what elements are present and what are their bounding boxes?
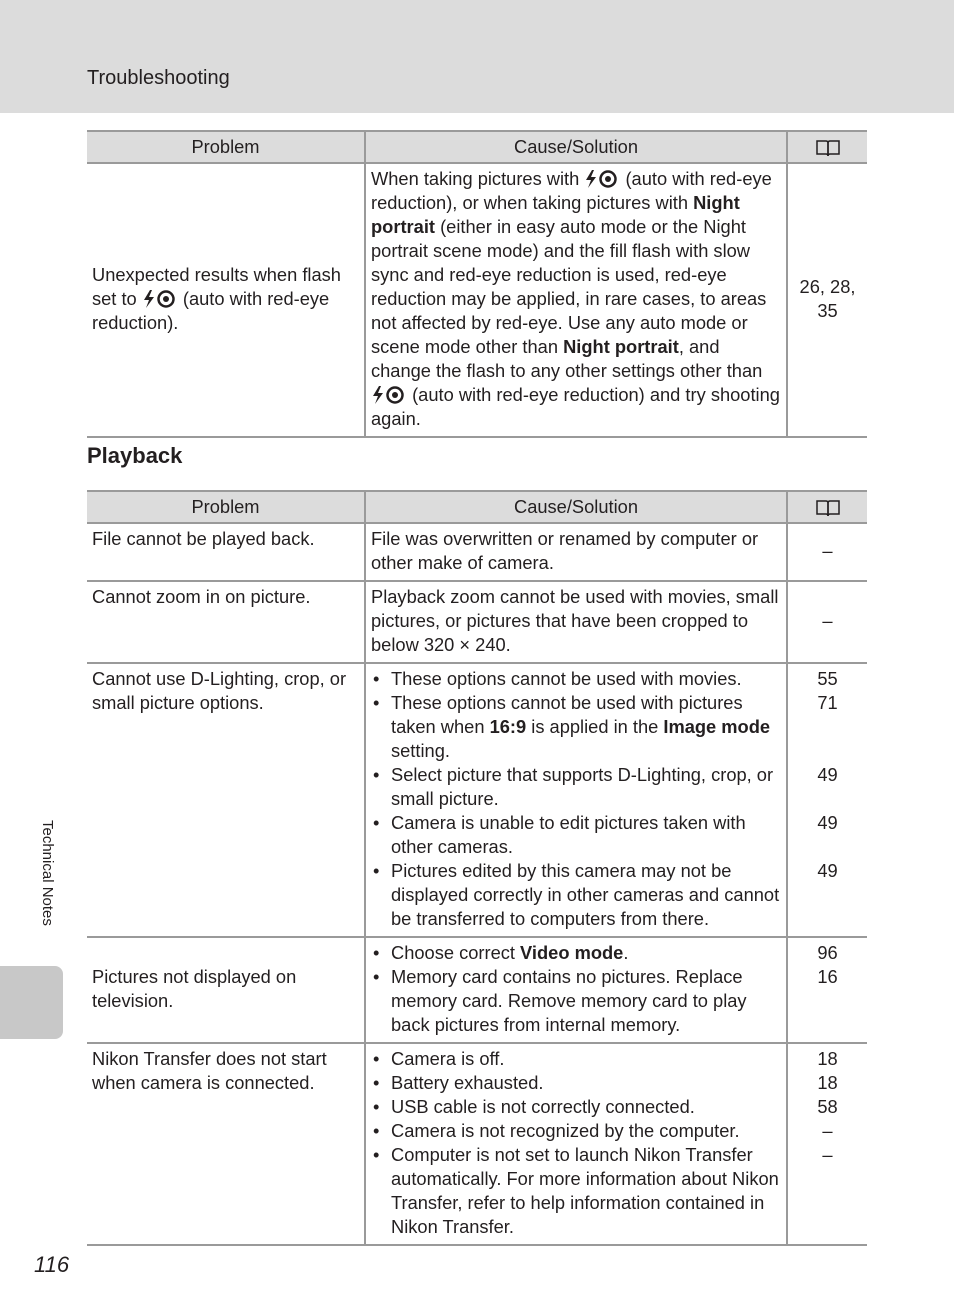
flash-red-eye-icon bbox=[142, 289, 176, 309]
cause-column-header: Cause/Solution bbox=[365, 131, 787, 163]
page-reference: – bbox=[822, 1120, 833, 1141]
cause-cell bbox=[365, 937, 787, 1043]
table-row bbox=[87, 581, 867, 663]
reference-cell bbox=[787, 663, 867, 937]
list-item: • Select picture that supports D-Lighting, crop, or small picture. bbox=[371, 763, 781, 811]
reference-cell bbox=[787, 1043, 867, 1245]
page-reference: 18 bbox=[817, 1048, 838, 1069]
page-reference: 55 bbox=[817, 668, 838, 689]
table-row bbox=[87, 937, 867, 1043]
cause-text: , and change the flash to any other settings other than bbox=[371, 336, 763, 381]
book-reference-icon bbox=[815, 498, 841, 518]
aspect-ratio-label: 16:9 bbox=[489, 716, 527, 737]
video-mode-label: Video mode bbox=[520, 942, 624, 963]
book-reference-icon bbox=[815, 138, 841, 158]
table-header-row bbox=[87, 131, 867, 163]
problem-cell: Cannot zoom in on picture. bbox=[87, 581, 365, 663]
cause-text: . bbox=[623, 942, 629, 963]
flash-red-eye-icon bbox=[584, 169, 618, 189]
table-row bbox=[87, 163, 867, 437]
cause-text: These options cannot be used with pictures taken when bbox=[391, 692, 743, 737]
list-item: • Battery exhausted. bbox=[371, 1071, 781, 1095]
cause-text: (auto with red-eye reduction), or when taking pictures with bbox=[371, 168, 772, 213]
list-item: • These options cannot be used with movies. bbox=[371, 667, 781, 691]
section-title: Playback bbox=[87, 443, 183, 468]
problem-text-post: (auto with red-eye reduction). bbox=[92, 288, 330, 333]
night-portrait-label: Night portrait bbox=[371, 192, 740, 237]
problem-cell: Cannot use D-Lighting, crop, or small picture options. bbox=[87, 663, 365, 937]
reference-cell bbox=[787, 163, 867, 437]
flash-red-eye-icon bbox=[371, 385, 405, 405]
cause-text: is applied in the bbox=[526, 716, 664, 737]
reference-spacer bbox=[790, 739, 865, 763]
page-reference: 49 bbox=[817, 764, 838, 785]
list-item: • Pictures edited by this camera may not be displayed correctly in other cameras and cannot be transferred to computers from there. bbox=[371, 859, 781, 931]
page-reference: 35 bbox=[817, 300, 838, 321]
table-row bbox=[87, 523, 867, 581]
cause-text: Choose correct bbox=[391, 942, 521, 963]
page-reference: 49 bbox=[817, 860, 838, 881]
list-item: • Computer is not set to launch Nikon Transfer automatically. For more information about Nikon Transfer, refer to help information contained in Nikon Transfer. bbox=[371, 1143, 781, 1239]
page-number: 116 bbox=[34, 1252, 70, 1277]
problem-text-pre: Unexpected results when flash set to bbox=[92, 264, 341, 309]
problem-cell: File cannot be played back. bbox=[87, 523, 365, 581]
list-item bbox=[371, 941, 781, 965]
side-section-label: Technical Notes bbox=[39, 820, 56, 926]
cause-cell: File was overwritten or renamed by computer or other make of camera. bbox=[365, 523, 787, 581]
list-item bbox=[371, 691, 781, 763]
list-item: • Camera is unable to edit pictures taken with other cameras. bbox=[371, 811, 781, 859]
list-item: • Camera is off. bbox=[371, 1047, 781, 1071]
image-mode-label: Image mode bbox=[663, 716, 771, 737]
problem-cell: Nikon Transfer does not start when camera is connected. bbox=[87, 1043, 365, 1245]
reference-spacer bbox=[790, 715, 865, 739]
problem-column-header: Problem bbox=[87, 491, 365, 523]
cause-text: (either in easy auto mode or the Night portrait scene mode) and the fill flash with slow sync and red-eye reduction is used, red-eye reduction may be applied, in rare cases, to areas not affected by red-eye. Use any auto mode or scene mode other than bbox=[371, 216, 767, 357]
page-reference: – bbox=[822, 1144, 833, 1165]
reference-column-header bbox=[787, 491, 867, 523]
cause-text: (auto with red-eye reduction) and try shooting again. bbox=[371, 384, 780, 429]
cause-cell bbox=[365, 163, 787, 437]
reference-cell: – bbox=[787, 523, 867, 581]
list-item: • USB cable is not correctly connected. bbox=[371, 1095, 781, 1119]
header-band bbox=[0, 0, 954, 113]
page-reference: 58 bbox=[817, 1096, 838, 1117]
reference-cell: – bbox=[787, 581, 867, 663]
night-portrait-label: Night portrait bbox=[563, 336, 679, 357]
list-item: • Camera is not recognized by the computer. bbox=[371, 1119, 781, 1143]
reference-cell bbox=[787, 937, 867, 1043]
page-reference: 96 bbox=[817, 942, 838, 963]
table-row bbox=[87, 1043, 867, 1245]
cause-cell bbox=[365, 663, 787, 937]
cause-text: setting. bbox=[391, 740, 450, 761]
flash-troubleshooting-table bbox=[87, 130, 867, 438]
problem-column-header: Problem bbox=[87, 131, 365, 163]
page-reference: 71 bbox=[817, 692, 838, 713]
cause-column-header: Cause/Solution bbox=[365, 491, 787, 523]
playback-troubleshooting-table bbox=[87, 490, 867, 1246]
page-reference: 26, 28, bbox=[799, 276, 856, 297]
reference-spacer bbox=[790, 835, 865, 859]
reference-column-header bbox=[787, 131, 867, 163]
cause-cell: Playback zoom cannot be used with movies, small pictures, or pictures that have been cropped to below 320 × 240. bbox=[365, 581, 787, 663]
page-reference: 49 bbox=[817, 812, 838, 833]
list-item: • Memory card contains no pictures. Replace memory card. Remove memory card to play back pictures from internal memory. bbox=[371, 965, 781, 1037]
side-section-tab bbox=[0, 966, 63, 1039]
page-header-title: Troubleshooting bbox=[87, 67, 230, 89]
page-reference: 16 bbox=[817, 966, 838, 987]
cause-text: When taking pictures with bbox=[371, 168, 585, 189]
problem-cell: Pictures not displayed on television. bbox=[87, 937, 365, 1043]
table-header-row bbox=[87, 491, 867, 523]
problem-cell bbox=[87, 163, 365, 437]
cause-cell bbox=[365, 1043, 787, 1245]
page-reference: 18 bbox=[817, 1072, 838, 1093]
table-row bbox=[87, 663, 867, 937]
reference-spacer bbox=[790, 787, 865, 811]
